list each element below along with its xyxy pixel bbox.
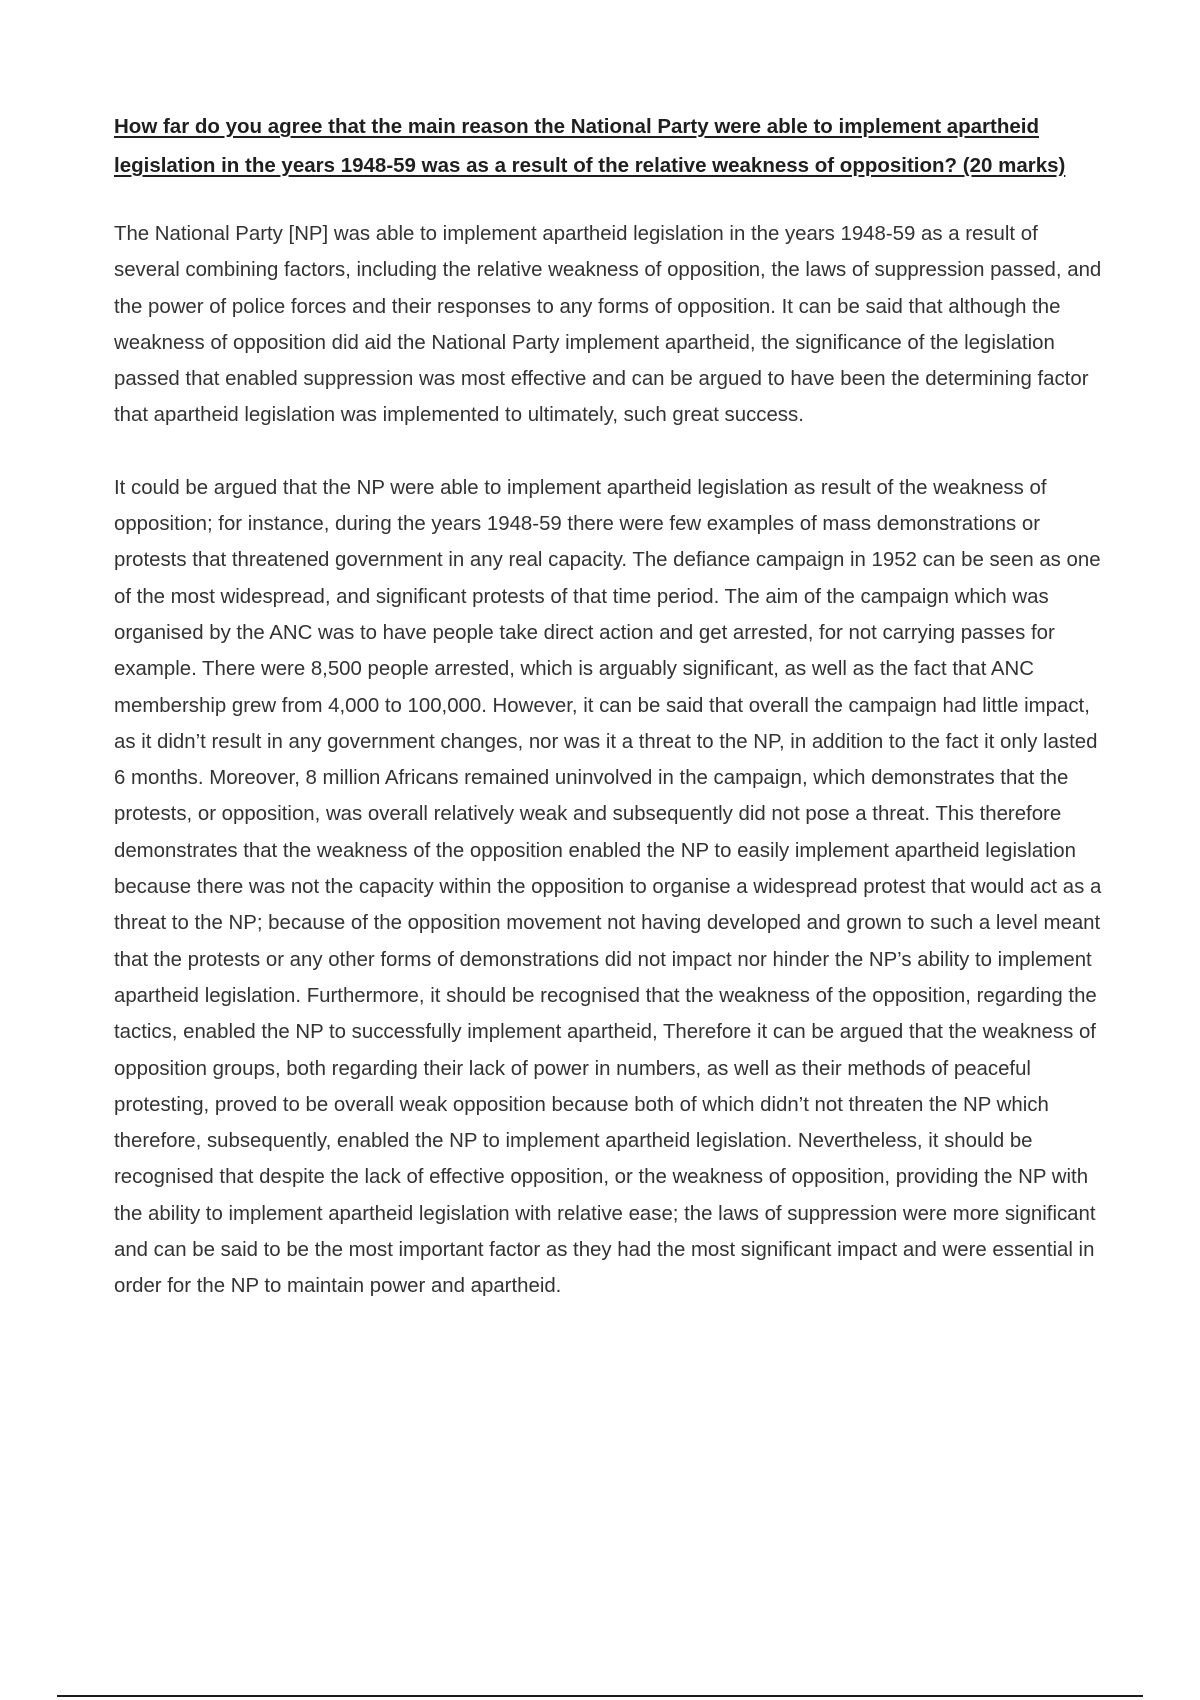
page-bottom-rule (57, 1695, 1143, 1697)
essay-body (114, 107, 1104, 1305)
essay-question-heading: How far do you agree that the main reason the National Party were able to implement apartheid legislation in the years 1948-59 was as a result of the relative weakness of opposition? (20 marks) (114, 115, 1066, 177)
body-paragraph: It could be argued that the NP were able to implement apartheid legislation as result of the weakness of opposition; for instance, during the years 1948-59 there were few examples of mass demonstrations or protests that threatened government in any real capacity. The defiance campaign in 1952 can be seen as one of the most widespread, and significant protests of that time period. The aim of the campaign which was organised by the ANC was to have people take direct action and get arrested, for not carrying passes for example. There were 8,500 people arrested, which is arguably significant, as well as the fact that ANC membership grew from 4,000 to 100,000. However, it can be said that overall the campaign had little impact, as it didn’t result in any government changes, nor was it a threat to the NP, in addition to the fact it only lasted 6 months. Moreover, 8 million Africans remained uninvolved in the campaign, which demonstrates that the protests, or opposition, was overall relatively weak and subsequently did not pose a threat. This therefore demonstrates that the weakness of the opposition enabled the NP to easily implement apartheid legislation because there was not the capacity within the opposition to organise a widespread protest that would act as a threat to the NP; because of the opposition movement not having developed and grown to such a level meant that the protests or any other forms of demonstrations did not impact nor hinder the NP’s ability to implement apartheid legislation. Furthermore, it should be recognised that the weakness of the opposition, regarding the tactics, enabled the NP to successfully implement apartheid, Therefore it can be argued that the weakness of opposition groups, both regarding their lack of power in numbers, as well as their methods of peaceful protesting, proved to be overall weak opposition because both of which didn’t not threaten the NP which therefore, subsequently, enabled the NP to implement apartheid legislation. Nevertheless, it should be recognised that despite the lack of effective opposition, or the weakness of opposition, providing the NP with the ability to implement apartheid legislation with relative ease; the laws of suppression were more significant and can be said to be the most important factor as they had the most significant impact and were essential in order for the NP to maintain power and apartheid. (114, 476, 1102, 1298)
introduction-paragraph: The National Party [NP] was able to implement apartheid legislation in the years 1948-59 as a result of several combining factors, including the relative weakness of opposition, the laws of suppression passed, and the power of police forces and their responses to any forms of opposition. It can be said that although the weakness of opposition did aid the National Party implement apartheid, the significance of the legislation passed that enabled suppression was most effective and can be argued to have been the determining factor that apartheid legislation was implemented to ultimately, such great success. (114, 223, 1102, 427)
